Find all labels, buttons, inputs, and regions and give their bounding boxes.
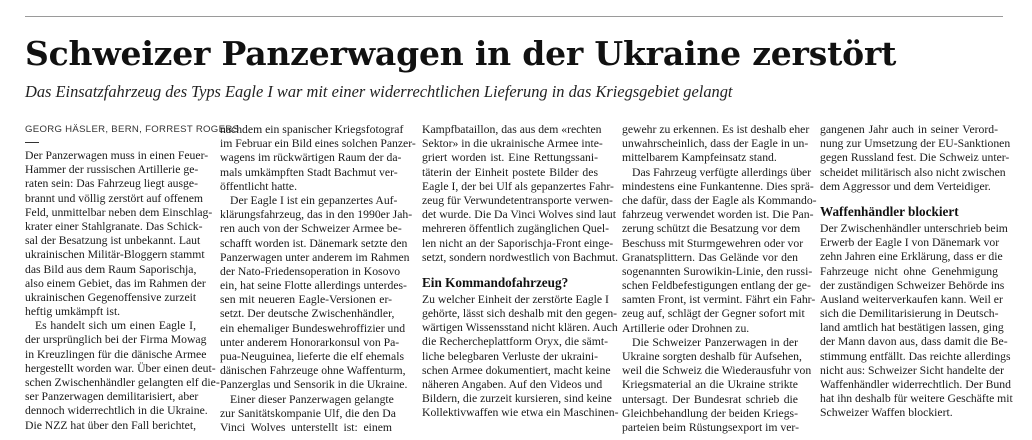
- text-line: ren auch von der Schweizer Armee be-: [220, 222, 402, 236]
- text-line: Eagle I, der bei Ulf als gepanzertes Fahr-: [422, 179, 614, 193]
- text-line: Beschuss mit Sturmgewehren oder vor: [622, 236, 804, 250]
- text-line: ukrainischen Gegenoffensive zurzeit: [25, 290, 197, 304]
- text-line: wärtigen Wissensstand nicht klären. Auch: [422, 321, 618, 335]
- text-line: Fahrzeuge nicht ohne Genehmigung: [820, 264, 998, 278]
- text-line: Hammer der russischen Artillerie ge-: [25, 163, 199, 177]
- text-line: dennoch widerrechtlich in die Ukraine.: [25, 404, 208, 418]
- text-line: liche belegbaren Verluste der ukraini-: [422, 349, 598, 363]
- text-line: sogenannten Surowikin-Linie, den russi-: [622, 264, 813, 278]
- text-line: Der Panzerwagen muss in einen Feuer-: [25, 149, 209, 162]
- text-line: heftig umkämpft ist.: [25, 305, 121, 319]
- text-line: Einer dieser Panzerwagen gelangte: [230, 392, 394, 406]
- text-line: pua-Neuguinea, lieferte die elf ehemals: [220, 350, 404, 363]
- text-line: fahrzeug verwendet worden ist. Die Pan-: [622, 208, 814, 222]
- text-line: nung zur Umsetzung der EU-Sanktionen: [820, 137, 1011, 151]
- text-line: schen Feldbefestigungen entlang der ge-: [622, 279, 811, 293]
- text-line: nachdem ein spanischer Kriegsfotograf: [220, 123, 404, 136]
- text-line: gegen Russland fest. Die Schweiz unter-: [820, 151, 1010, 165]
- text-line: Ukraine sorgten deshalb für Aufsehen,: [622, 350, 802, 363]
- text-line: zur Sanitätskompanie Ulf, die den Da: [220, 406, 396, 420]
- text-line: Der Zwischenhändler unterschrieb beim: [820, 221, 1008, 235]
- byline-rule: [25, 142, 39, 143]
- text-line: der Nato-Friedensoperation in Kosovo: [220, 264, 401, 278]
- text-line: raten sein: Das Fahrzeug liegt ausge-: [25, 177, 198, 191]
- text-line: Erwerb der Eagle I von Dänemark vor: [820, 236, 1000, 250]
- text-line: che dafür, dass der Eagle als Kommando-: [622, 193, 817, 207]
- text-line: im Februar ein Bild eines solchen Panzer-: [220, 137, 416, 151]
- text-line: zeug für Verwundetentransporte verwen-: [422, 193, 613, 207]
- text-line: Der Eagle I ist ein gepanzertes Auf-: [230, 193, 398, 207]
- text-line: Gleichbehandlung der beiden Kriegs-: [622, 406, 798, 420]
- text-line: sal der Besatzung ist unbekannt. Laut: [25, 234, 201, 248]
- text-line: land amtlich hat bestätigen lassen, ging: [820, 321, 1004, 335]
- text-line: täterin der Einheit postete Bilder des: [422, 165, 598, 179]
- text-line: zehn Jahren eine Erklärung, dass er die: [820, 250, 1003, 264]
- text-line: der ursprünglich bei der Firma Mowag: [25, 333, 207, 347]
- text-line: gangenen Jahr auch in seiner Verord-: [820, 123, 998, 136]
- text-line: Die NZZ hat über den Fall berichtet,: [25, 418, 197, 432]
- text-line: das Bild aus dem Raum Saporischja,: [25, 262, 197, 276]
- article-column-4: [622, 123, 817, 435]
- text-line: Die Schweizer Panzerwagen in der: [632, 335, 798, 349]
- text-line: sen mit neueren Eagle-Versionen er-: [220, 293, 392, 307]
- text-line: näheren Angaben. Auf den Videos und: [422, 378, 603, 391]
- text-line: wagens im rückwärtigen Raum der da-: [220, 151, 402, 165]
- text-line: ein ehemaliger Bundeswehroffizier und: [220, 321, 406, 335]
- text-line: Artillerie oder Drohnen zu.: [622, 321, 750, 335]
- article-column-1: [25, 123, 240, 435]
- text-line: hergestellt worden war. Über einen deut-: [25, 361, 216, 375]
- paragraph-gap: [820, 194, 998, 202]
- text-line: in Kreuzlingen für die dänische Armee: [25, 347, 207, 361]
- text-line: zerung schützt die Besatzung vor dem: [622, 222, 801, 236]
- text-line: öffentlicht hatte.: [220, 179, 298, 193]
- text-line: unter anderem Honorarkonsul von Pa-: [220, 335, 400, 349]
- text-line: mindestens eine Funkantenne. Dies sprä-: [622, 179, 814, 193]
- text-line: Panzerglas und Sensorik in die Ukraine.: [220, 378, 408, 392]
- text-line: brannt und völlig zerstört auf offenem: [25, 191, 203, 205]
- text-line: Sektor» in die ukrainische Armee inte-: [422, 137, 603, 151]
- text-line: Kollektivwaffen wie etwa ein Maschinen-: [422, 406, 619, 420]
- text-line: gewehr zu erkennen. Es ist deshalb eher: [622, 123, 810, 136]
- text-line: dem Aggressor und dem Verteidiger.: [820, 179, 991, 193]
- text-line: der Mann davon aus, dass damit die Be-: [820, 335, 1008, 349]
- subhead-kommandofahrzeug: Ein Kommandofahrzeug?: [422, 274, 569, 290]
- article-column-5: [820, 123, 1013, 435]
- text-line: Granatsplittern. Das Gelände vor den: [622, 250, 798, 264]
- text-line: Das Fahrzeug verfügte allerdings über: [632, 165, 812, 179]
- text-line: dänischen Fahrzeuge ohne Waffenturm,: [220, 364, 406, 378]
- text-line: ein, hat seine Flotte allerdings unterdes-: [220, 279, 407, 293]
- text-line: untersagt. Der Bundesrat schrieb die: [622, 392, 798, 406]
- byline: GEORG HÄSLER, BERN, FORREST ROGERS: [25, 124, 240, 135]
- text-line: unwahrscheinlich, dass der Eagle in un-: [622, 137, 809, 151]
- text-line: Vinci Wolves unterstellt ist: einem: [220, 420, 392, 434]
- text-line: klärungsfahrzeug, das in den 1990er Jah-: [220, 208, 413, 222]
- text-line: stimmung entfällt. Das reichte allerdings: [820, 349, 1011, 363]
- text-line: ser Panzerwagen demilitarisiert, aber: [25, 390, 199, 404]
- article-subtitle: Das Einsatzfahrzeug des Typs Eagle I war mit einer widerrechtlichen Lieferung in das Kriegsgebiet gelangt: [25, 82, 733, 101]
- text-line: Kriegsmaterial an die Ukraine strikte: [622, 378, 798, 392]
- text-line: det wurde. Die Da Vinci Wolves sind laut: [422, 208, 616, 222]
- text-line: sich die Demilitarisierung in Deutsch-: [820, 307, 999, 321]
- text-line: setzt, sondern nordwestlich von Bachmut.: [422, 250, 619, 264]
- text-line: Es handelt sich um einen Eagle I,: [35, 319, 196, 333]
- text-line: Kampfbataillon, das aus dem «rechten: [422, 123, 602, 136]
- text-line: also einem Gebiet, das im Rahmen der: [25, 276, 206, 290]
- text-line: der zuständigen Schweizer Behörde ins: [820, 278, 1005, 292]
- text-line: mittelbarem Kampfeinsatz stand.: [622, 151, 777, 165]
- text-line: schafft worden ist. Dänemark setzte den: [220, 236, 408, 250]
- top-rule: [25, 16, 1003, 17]
- article-column-3: [422, 123, 619, 435]
- paragraph-gap: [422, 265, 598, 273]
- text-line: zeug auf, schlägt der Gegner sofort mit: [622, 307, 805, 321]
- text-line: Schweizer Waffen blockiert.: [820, 406, 953, 420]
- text-line: griert worden ist. Eine Rettungssani-: [422, 151, 598, 165]
- text-line: schen Armee dokumentiert, macht keine: [422, 363, 611, 377]
- text-line: nicht aus: Schweizer Sicht handelte der: [820, 363, 1005, 377]
- text-line: setzt. Der deutsche Zwischenhändler,: [220, 307, 395, 321]
- subhead-waffenhaendler: Waffenhändler blockiert: [820, 203, 959, 219]
- text-line: krater einer Stahlgranate. Das Schick-: [25, 219, 203, 233]
- text-line: Ausland weiterverkaufen kann. Weil er: [820, 292, 1003, 306]
- text-line: mehreren öffentlich zugänglichen Quel-: [422, 222, 610, 236]
- text-line: len nicht an der Saporischja-Front einge-: [422, 236, 614, 250]
- text-line: ukrainischen Militär-Bloggern stammt: [25, 248, 205, 262]
- article-column-2: [220, 123, 416, 435]
- text-line: die Rechercheplattform Oryx, die sämt-: [422, 335, 608, 349]
- text-line: samten Front, ist vermint. Fährt ein Fahr-: [622, 293, 816, 307]
- article-headline: Schweizer Panzerwagen in der Ukraine zerstört: [25, 34, 897, 73]
- text-line: Zu welcher Einheit der zerstörte Eagle I: [422, 292, 609, 306]
- text-line: weil die Schweiz die Wiederausfuhr von: [622, 364, 812, 378]
- text-line: Feld, unmittelbar neben dem Einschlag-: [25, 205, 213, 219]
- text-line: schen Zwischenhändler gelangten elf die-: [25, 376, 220, 389]
- text-line: parteien beim Rüstungsexport im ver-: [622, 420, 799, 434]
- text-line: Panzerwagen unter anderem im Rahmen: [220, 250, 410, 264]
- text-line: Waffenhändler widerrechtlich. Der Bund: [820, 378, 1011, 391]
- text-line: mals umkämpften Stadt Bachmut ver-: [220, 165, 398, 179]
- text-line: gehörte, lässt sich deshalb mit den gegen-: [422, 307, 618, 321]
- text-line: Bildern, die zurzeit kursieren, sind keine: [422, 392, 612, 406]
- text-line: scheidet militärisch also nicht zwischen: [820, 165, 1006, 179]
- text-line: hat ihn deshalb für weitere Geschäfte mit: [820, 392, 1013, 406]
